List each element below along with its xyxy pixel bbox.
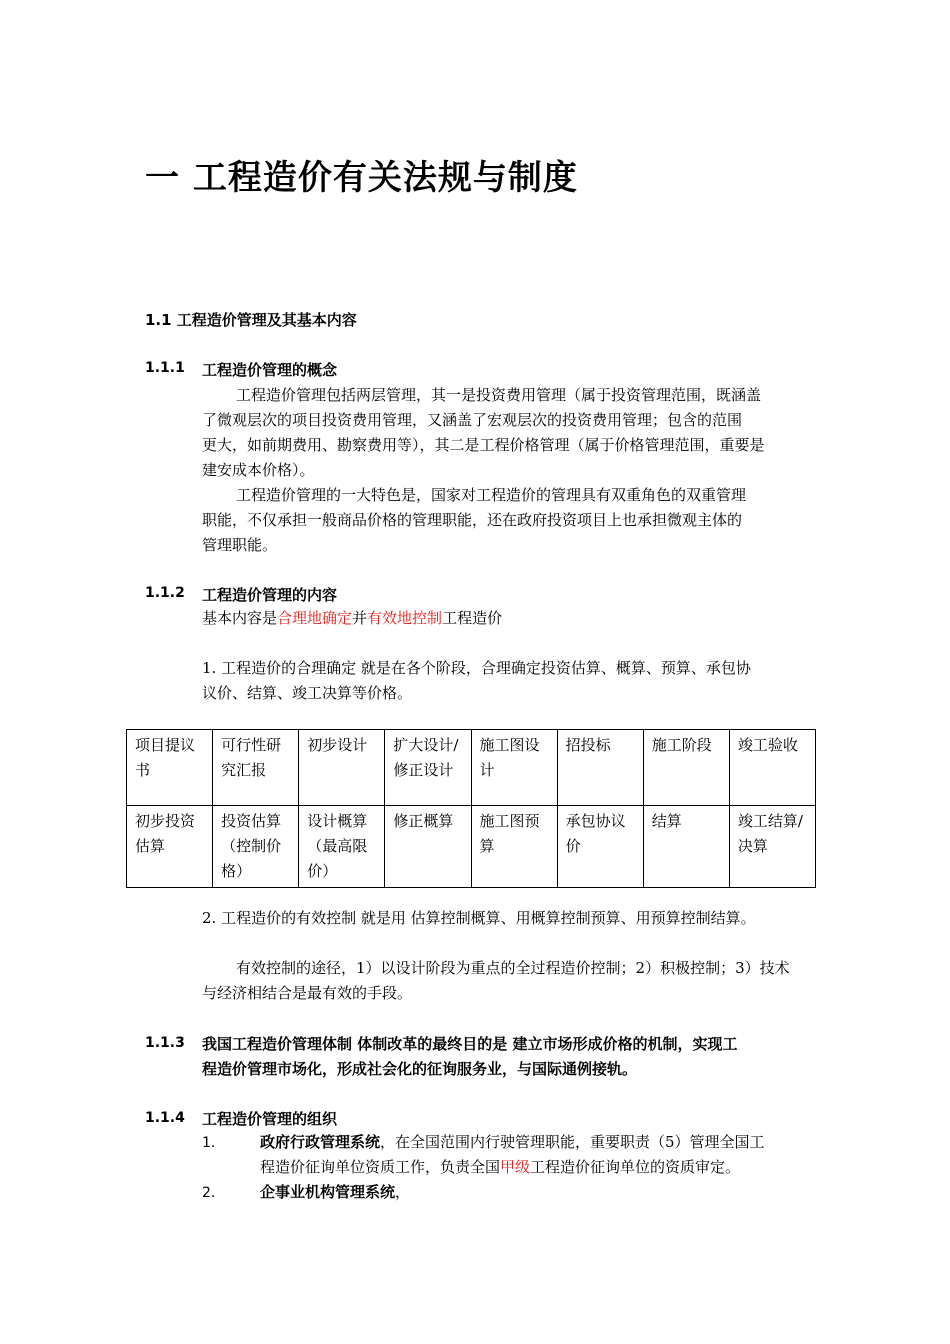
highlight-reasonable-determination: 合理地确定: [277, 609, 353, 627]
table-cell: 施工图设计: [471, 730, 557, 806]
item-title: 政府行政管理系统: [260, 1133, 381, 1151]
list-item: [260, 1180, 410, 1205]
content-summary: [202, 606, 502, 631]
table-cell: 招投标: [557, 730, 643, 806]
table-row: [127, 730, 816, 806]
table-cell: 竣工验收: [729, 730, 815, 806]
table-cell: 施工图预算: [471, 806, 557, 888]
highlight-grade-a: 甲级: [500, 1158, 531, 1176]
section-number-1-1-1: 1.1.1: [145, 360, 185, 376]
table-cell: 可行性研究汇报: [213, 730, 299, 806]
item-text: 程造价征询单位资质工作，负责全国: [260, 1158, 501, 1176]
paragraph-line: 工程造价管理包括两层管理，其一是投资费用管理（属于投资管理范围，既涵盖: [236, 386, 762, 404]
item-text: ，: [395, 1183, 411, 1201]
paragraph-line: 更大，如前期费用、勘察费用等），其二是工程价格管理（属于价格管理范围，重要是: [202, 436, 765, 454]
stage-table: [126, 729, 816, 888]
paragraph-line: 议价、结算、竣工决算等价格。: [202, 684, 413, 702]
table-cell: 初步设计: [299, 730, 385, 806]
table-cell: 修正概算: [385, 806, 471, 888]
list-item-continuation: [260, 1155, 740, 1180]
section-heading-1-1-1: 工程造价管理的概念: [202, 361, 338, 379]
content-suffix: 工程造价: [442, 609, 503, 627]
table-cell: 初步投资估算: [127, 806, 213, 888]
content-mid: 并: [352, 609, 368, 627]
item-text: ，在全国范围内行驶管理职能，重要职责（5）管理全国工: [380, 1133, 765, 1151]
paragraph-line: 与经济相结合是最有效的手段。: [202, 984, 413, 1002]
list-item: [260, 1130, 765, 1155]
page-title: 一 工程造价有关法规与制度: [145, 158, 578, 198]
table-cell: 施工阶段: [643, 730, 729, 806]
paragraph-line: 程造价管理市场化，形成社会化的征询服务业，与国际通例接轨。: [202, 1060, 638, 1078]
item-text: 工程造价征询单位的资质审定。: [530, 1158, 741, 1176]
paragraph-line: 有效控制的途径，1）以设计阶段为重点的全过程造价控制；2）积极控制；3）技术: [236, 959, 790, 977]
item-title: 企事业机构管理系统: [260, 1183, 396, 1201]
table-cell: 项目提议书: [127, 730, 213, 806]
content-prefix: 基本内容是: [202, 609, 278, 627]
table-cell: 投资估算（控制价格）: [213, 806, 299, 888]
paragraph-line: 管理职能。: [202, 536, 278, 554]
section-heading-1-1-4: 工程造价管理的组织: [202, 1110, 338, 1128]
table-cell: 设计概算（最高限价）: [299, 806, 385, 888]
paragraph-line: 2. 工程造价的有效控制 就是用 估算控制概算、用概算控制预算、用预算控制结算。: [202, 909, 756, 927]
section-heading-1-1-2: 工程造价管理的内容: [202, 586, 338, 604]
table-cell: 承包协议价: [557, 806, 643, 888]
section-heading-1-1-3: 我国工程造价管理体制 体制改革的最终目的是 建立市场形成价格的机制，实现工: [202, 1035, 738, 1053]
paragraph-line: 职能，不仅承担一般商品价格的管理职能，还在政府投资项目上也承担微观主体的: [202, 511, 743, 529]
paragraph-line: 了微观层次的项目投资费用管理，又涵盖了宏观层次的投资费用管理；包含的范围: [202, 411, 743, 429]
table-cell: 结算: [643, 806, 729, 888]
table-cell: 竣工结算/决算: [729, 806, 815, 888]
paragraph-line: 1. 工程造价的合理确定 就是在各个阶段，合理确定投资估算、概算、预算、承包协: [202, 659, 751, 677]
section-number-1-1-3: 1.1.3: [145, 1035, 185, 1051]
paragraph-line: 建安成本价格）。: [202, 461, 315, 479]
list-item-number: 2.: [202, 1185, 216, 1201]
section-heading-1-1: 1.1 工程造价管理及其基本内容: [145, 311, 357, 329]
section-number-1-1-4: 1.1.4: [145, 1110, 185, 1126]
list-item-number: 1.: [202, 1135, 216, 1151]
table-row: [127, 806, 816, 888]
section-number-1-1-2: 1.1.2: [145, 585, 185, 601]
table-cell: 扩大设计/修正设计: [385, 730, 471, 806]
paragraph-line: 工程造价管理的一大特色是，国家对工程造价的管理具有双重角色的双重管理: [236, 486, 747, 504]
highlight-effective-control: 有效地控制: [367, 609, 443, 627]
